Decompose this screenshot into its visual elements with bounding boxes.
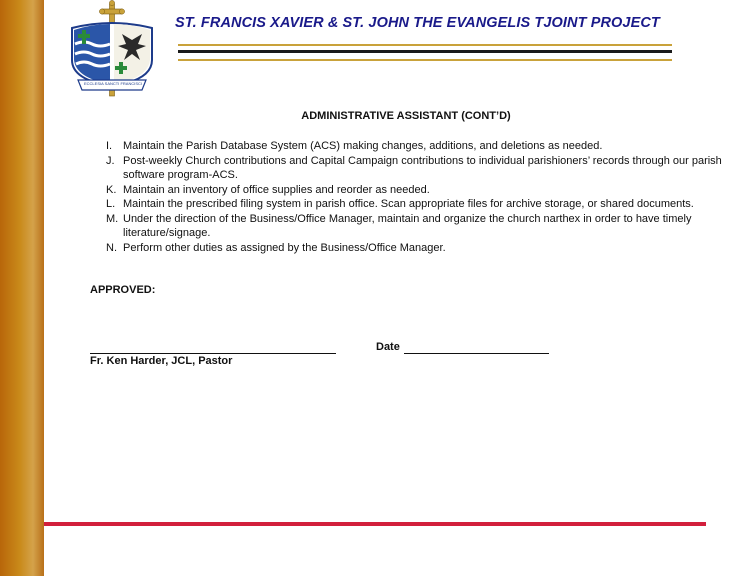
header-title: ST. FRANCIS XAVIER & ST. JOHN THE EVANGELIS TJOINT PROJECT (175, 15, 660, 31)
list-item-text: Post-weekly Church contributions and Capital Campaign contributions to individual parishioners’ records through our parish software program-ACS. (123, 154, 722, 181)
list-item-text: Perform other duties as assigned by the Business/Office Manager. (123, 241, 446, 254)
list-item-letter: K. (106, 183, 117, 196)
crest-ribbon-text: ECCLESIA SANCTI FRANCISCI (83, 81, 142, 86)
date-label: Date (376, 341, 400, 353)
list-item-text: Maintain an inventory of office supplies and reorder as needed. (123, 183, 430, 196)
list-item-letter: L. (106, 198, 116, 210)
list-item (106, 241, 726, 256)
signature-line (90, 353, 336, 354)
list-item-text: Maintain the prescribed filing system in parish office. Scan appropriate files for archive storage, or shared documents. (123, 198, 694, 210)
list-item (106, 212, 726, 241)
list-item (106, 154, 726, 183)
list-item-letter: N. (106, 241, 117, 254)
list-item-text: Under the direction of the Business/Office Manager, maintain and organize the church narthex in order to have timely literature/signage. (123, 212, 692, 239)
list-item-letter: J. (106, 154, 115, 167)
list-item (106, 197, 726, 212)
list-item (106, 139, 726, 154)
approved-label: APPROVED: (90, 284, 156, 296)
list-item (106, 183, 726, 198)
header-rule-gold-top (178, 44, 672, 46)
date-line (404, 353, 549, 354)
list-item-text: Maintain the Parish Database System (ACS) making changes, additions, and deletions as needed. (123, 140, 603, 152)
left-decorative-bar (0, 0, 44, 576)
section-title: ADMINISTRATIVE ASSISTANT (CONT’D) (301, 110, 511, 122)
list-item-letter: M. (106, 212, 119, 225)
duties-list (106, 139, 726, 255)
header-rule-black (178, 50, 672, 53)
list-item-letter: I. (106, 140, 113, 152)
signer-name: Fr. Ken Harder, JCL, Pastor (90, 355, 233, 367)
footer-rule (44, 522, 706, 526)
header-rule-gold-bottom (178, 59, 672, 61)
